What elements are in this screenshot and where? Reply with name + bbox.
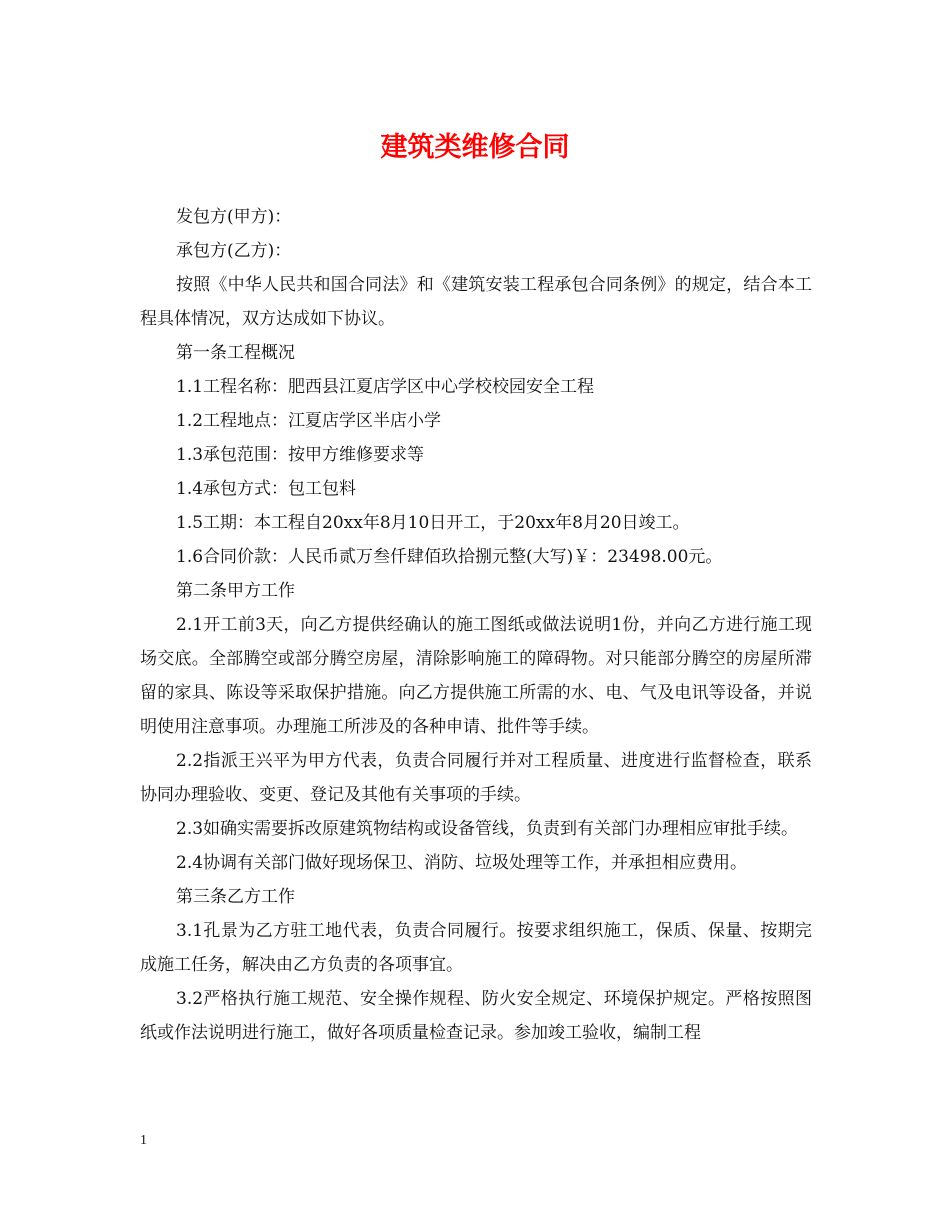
paragraph-party-a: 发包方(甲方)：: [176, 207, 292, 227]
document-title: 建筑类维修合同: [380, 132, 570, 163]
clause-3-2: 3.2严格执行施工规范、安全操作规程、防火安全规定、环境保护规定。严格按照图纸或作法说明进行施工，做好各项质量检查记录。参加竣工验收，编制工程: [140, 989, 812, 1043]
section-heading-3: 第三条乙方工作: [176, 887, 295, 907]
section-heading-1: 第一条工程概况: [176, 343, 295, 363]
clause-2-3: 2.3如确实需要拆改原建筑物结构或设备管线，负责到有关部门办理相应审批手续。: [176, 819, 799, 839]
paragraph-party-b: 承包方(乙方)：: [176, 241, 292, 261]
clause-1-1: 1.1工程名称：肥西县江夏店学区中心学校校园安全工程: [176, 377, 595, 397]
clause-3-1: 3.1孔景为乙方驻工地代表，负责合同履行。按要求组织施工，保质、保量、按期完成施工任务，解决由乙方负责的各项事宜。: [140, 921, 812, 975]
clause-1-3: 1.3承包范围：按甲方维修要求等: [176, 445, 425, 465]
clause-1-5: 1.5工期：本工程自20xx年8月10日开工，于20xx年8月20日竣工。: [176, 513, 690, 533]
document-body: [140, 200, 812, 1050]
clause-2-4: 2.4协调有关部门做好现场保卫、消防、垃圾处理等工作，并承担相应费用。: [176, 853, 748, 873]
clause-1-4: 1.4承包方式：包工包料: [176, 479, 357, 499]
clause-2-2: 2.2指派王兴平为甲方代表，负责合同履行并对工程质量、进度进行监督检查，联系协同办理验收、变更、登记及其他有关事项的手续。: [140, 751, 812, 805]
section-heading-2: 第二条甲方工作: [176, 581, 295, 601]
page-number: 1: [140, 1133, 147, 1148]
clause-1-6: 1.6合同价款：人民币贰万叁仟肆佰玖拾捌元整(大写)￥：23498.00元。: [176, 547, 723, 567]
clause-2-1: 2.1开工前3天，向乙方提供经确认的施工图纸或做法说明1份，并向乙方进行施工现场交底。全部腾空或部分腾空房屋，清除影响施工的障碍物。对只能部分腾空的房屋所滞留的家具、陈设等采取保护措施。向乙方提供施工所需的水、电、气及电讯等设备，并说明使用注意事项。办理施工所涉及的各种申请、批件等手续。: [140, 615, 812, 737]
paragraph-preamble: 按照《中华人民共和国合同法》和《建筑安装工程承包合同条例》的规定，结合本工程具体情况，双方达成如下协议。: [140, 275, 812, 329]
clause-1-2: 1.2工程地点：江夏店学区半店小学: [176, 411, 442, 431]
